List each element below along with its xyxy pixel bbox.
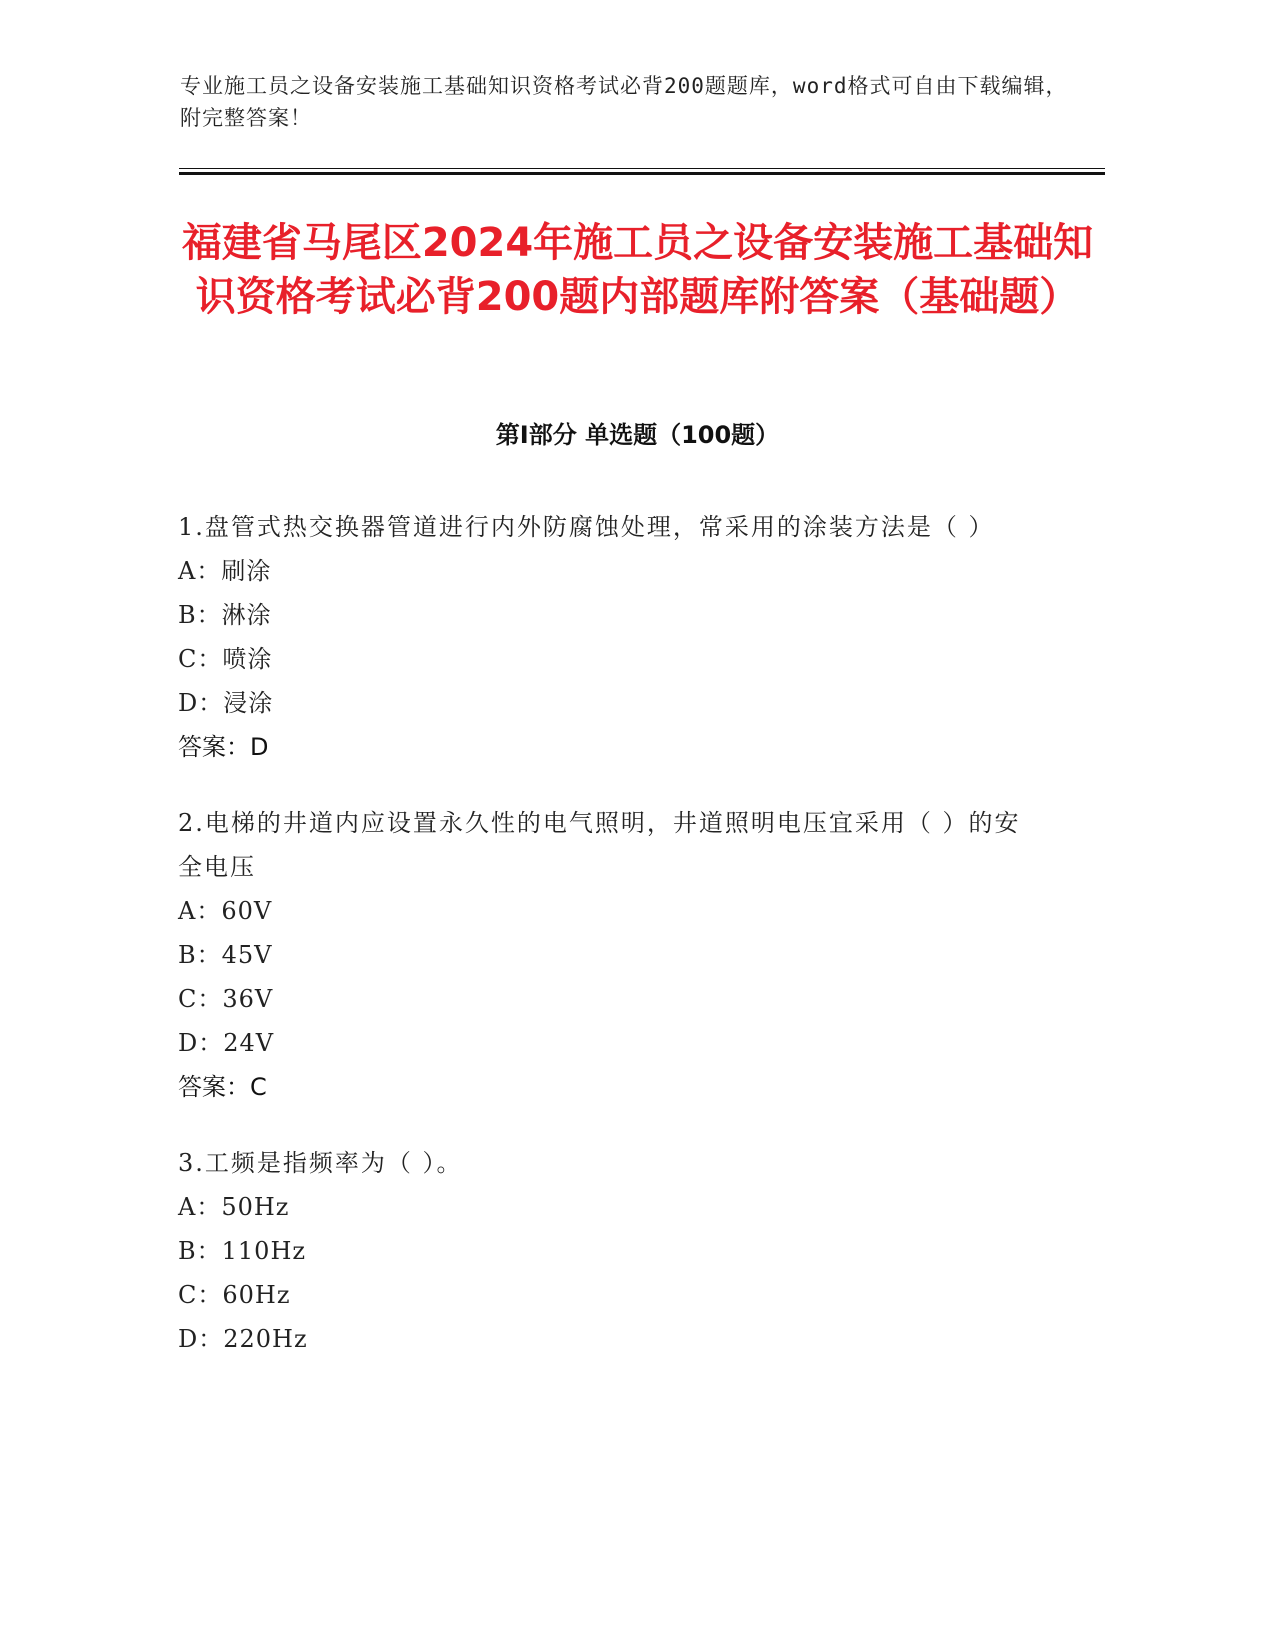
header-divider-thick bbox=[179, 172, 1105, 175]
option-b: B：淋涂 bbox=[178, 601, 272, 629]
option-d: D：220Hz bbox=[178, 1325, 308, 1353]
section-heading: 第I部分 单选题（100题） bbox=[495, 421, 780, 449]
option-b: B：110Hz bbox=[178, 1237, 307, 1265]
option-a: A：60V bbox=[178, 897, 273, 925]
option-b: B：45V bbox=[178, 941, 273, 969]
option-d: D：24V bbox=[178, 1029, 275, 1057]
answer: 答案：D bbox=[178, 733, 269, 761]
option-c: C：36V bbox=[178, 985, 274, 1013]
option-c: C：60Hz bbox=[178, 1281, 291, 1309]
question-stem: 3.工频是指频率为（ ）。 bbox=[178, 1149, 463, 1177]
question-1 bbox=[178, 505, 1038, 769]
document-title: 福建省马尾区2024年施工员之设备安装施工基础知识资格考试必背200题内部题库附答案（基础题） bbox=[181, 220, 1094, 320]
question-stem: 2.电梯的井道内应设置永久性的电气照明，井道照明电压宜采用（ ）的安全电压 bbox=[178, 809, 1021, 881]
question-stem: 1.盘管式热交换器管道进行内外防腐蚀处理，常采用的涂装方法是（ ） bbox=[178, 513, 995, 541]
question-2 bbox=[178, 801, 1038, 1109]
option-d: D：浸涂 bbox=[178, 689, 274, 717]
question-list bbox=[178, 505, 1038, 1393]
header-divider-thin bbox=[179, 168, 1105, 169]
option-a: A：50Hz bbox=[178, 1193, 290, 1221]
question-3 bbox=[178, 1141, 1038, 1361]
answer: 答案：C bbox=[178, 1073, 267, 1101]
option-a: A：刷涂 bbox=[178, 557, 272, 585]
header-note: 专业施工员之设备安装施工基础知识资格考试必背200题题库，word格式可自由下载编辑，附完整答案！ bbox=[180, 74, 1068, 130]
option-c: C：喷涂 bbox=[178, 645, 273, 673]
